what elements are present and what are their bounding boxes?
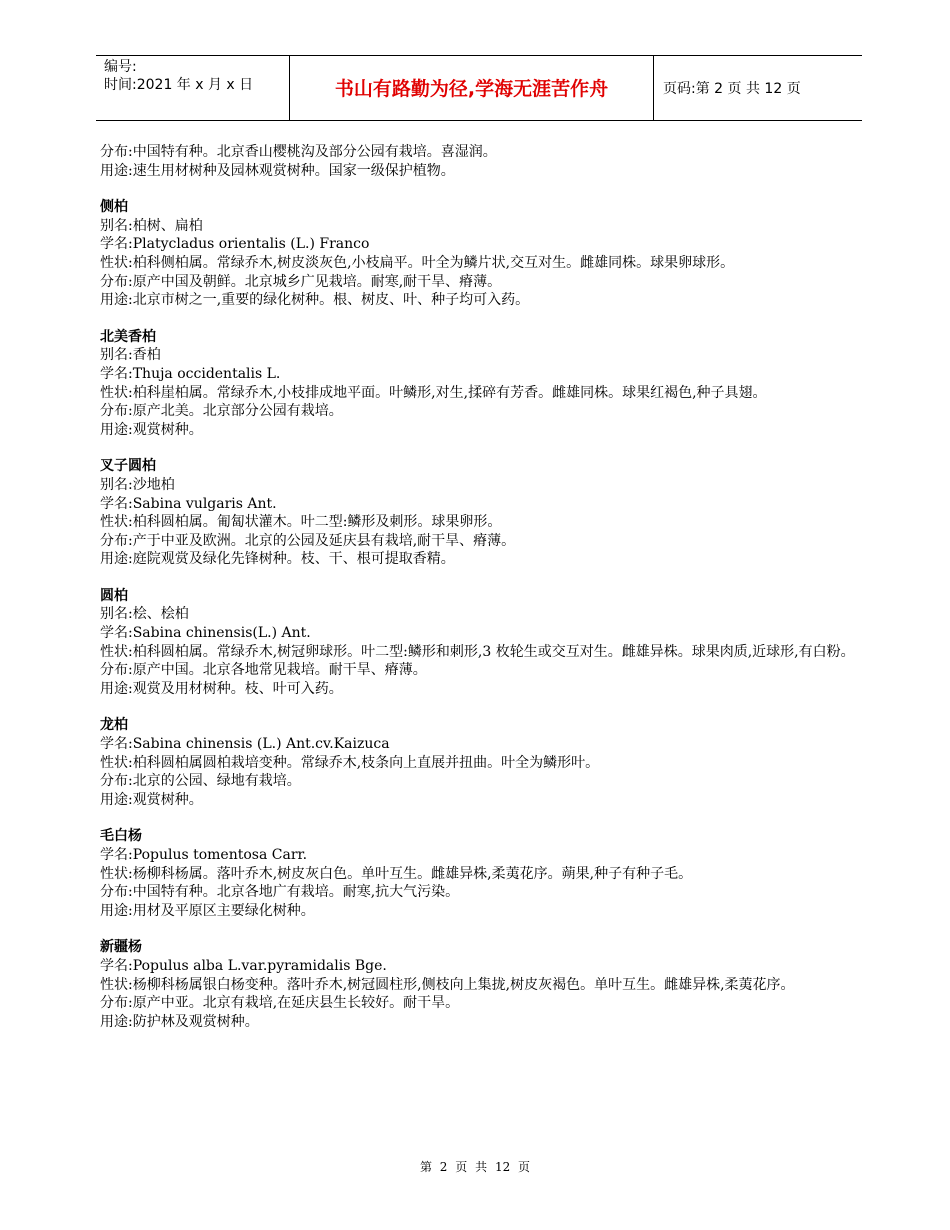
species-detail-line: 用途:防护林及观赏树种。 [100,1013,259,1030]
species-detail-line: 分布:产于中亚及欧洲。北京的公园及延庆县有栽培,耐干旱、瘠薄。 [100,532,516,549]
species-detail-line: 用途:北京市树之一,重要的绿化树种。根、树皮、叶、种子均可入药。 [100,292,530,309]
species-detail-line: 学名:Populus tomentosa Carr. [100,847,308,863]
species-title: 叉子圆柏 [100,458,156,475]
species-title: 毛白杨 [100,828,142,845]
footer-page-total: 12 [494,1160,511,1174]
species-detail-line: 性状:柏科圆柏属。匍匐状灌木。叶二型:鳞形及刺形。球果卵形。 [100,514,502,531]
species-detail-line: 学名:Platycladus orientalis (L.) Franco [100,236,370,253]
page-footer [0,1158,950,1175]
species-detail-line: 学名:Populus alba L.var.pyramidalis Bge. [100,957,387,974]
species-detail-line: 用途:观赏及用材树种。枝、叶可入药。 [100,680,343,697]
species-detail-line: 用途:庭院观赏及绿化先锋树种。枝、干、根可提取香精。 [100,551,455,568]
page-header [96,55,862,121]
intro-section [100,143,860,180]
species-title: 侧柏 [100,199,128,216]
species-detail-line: 分布:北京的公园、绿地有栽培。 [100,773,301,790]
species-detail-line: 学名:Sabina chinensis (L.) Ant.cv.Kaizuca [100,736,390,753]
species-detail-line: 分布:原产中亚。北京有栽培,在延庆县生长较好。耐干旱。 [100,995,460,1012]
species-detail-line: 别名:香柏 [100,347,161,364]
species-detail-line: 分布:原产中国。北京各地常见栽培。耐干旱、瘠薄。 [100,662,427,679]
document-body [100,143,860,1049]
species-title: 龙柏 [100,717,128,734]
time-label: 时间:2021 年 x 月 x 日 [104,77,254,93]
species-title: 新疆杨 [100,939,142,956]
footer-page-suffix: 页 [518,1160,531,1174]
footer-total-prefix: 共 [475,1160,488,1174]
species-section [100,457,860,569]
species-detail-line: 别名:柏树、扁柏 [100,217,203,234]
species-detail-line: 用途:用材及平原区主要绿化树种。 [100,902,315,919]
species-detail-line: 性状:柏科侧柏属。常绿乔木,树皮淡灰色,小枝扁平。叶全为鳞片状,交互对生。雌雄同株。球果卵球形。 [100,254,735,271]
species-title: 北美香柏 [100,328,156,345]
species-list [100,198,860,1031]
species-detail-line: 性状:杨柳科杨属银白杨变种。落叶乔木,树冠圆柱形,侧枝向上集拢,树皮灰褐色。单叶互生。雌雄异株,柔荑花序。 [100,976,795,993]
species-detail-line: 用途:观赏树种。 [100,421,203,438]
species-detail-line: 分布:原产北美。北京部分公园有栽培。 [100,403,343,420]
header-page-info: 页码:第 2 页 共 12 页 [663,81,801,97]
species-section [100,198,860,310]
species-detail-line: 用途:观赏树种。 [100,791,203,808]
species-title: 圆柏 [100,587,128,604]
intro-line: 分布:中国特有种。北京香山樱桃沟及部分公园有栽培。喜湿润。 [100,144,497,160]
species-section [100,716,860,809]
species-detail-line: 别名:沙地柏 [100,476,175,493]
species-detail-line: 性状:柏科崖柏属。常绿乔木,小枝排成地平面。叶鳞形,对生,揉碎有芳香。雌雄同株。球果红褐色,种子具翅。 [100,384,767,401]
species-section [100,938,860,1031]
species-section [100,827,860,920]
species-detail-line: 性状:柏科圆柏属。常绿乔木,树冠卵球形。叶二型:鳞形和刺形,3 枚轮生或交互对生。雌雄异株。球果肉质,近球形,有白粉。 [100,643,855,660]
header-meta [96,56,290,120]
species-section [100,328,860,440]
footer-page-mid: 页 [455,1160,468,1174]
species-detail-line: 别名:桧、桧柏 [100,606,189,623]
species-detail-line: 学名:Thuja occidentalis L. [100,365,281,382]
header-motto: 书山有路勤为径,学海无涯苦作舟 [290,56,654,120]
species-detail-line: 学名:Sabina chinensis(L.) Ant. [100,625,311,642]
species-section [100,587,860,699]
species-detail-line: 性状:柏科圆柏属圆柏栽培变种。常绿乔木,枝条向上直展并扭曲。叶全为鳞形叶。 [100,754,600,771]
species-detail-line: 分布:中国特有种。北京各地广有栽培。耐寒,抗大气污染。 [100,884,460,901]
species-detail-line: 性状:杨柳科杨属。落叶乔木,树皮灰白色。单叶互生。雌雄异株,柔荑花序。蒴果,种子有种子毛。 [100,865,693,882]
footer-page-prefix: 第 [419,1160,432,1174]
number-label: 编号: [104,59,137,75]
intro-line: 用途:速生用材树种及园林观赏树种。国家一级保护植物。 [100,162,455,179]
footer-page-current: 2 [439,1160,448,1174]
species-detail-line: 分布:原产中国及朝鲜。北京城乡广见栽培。耐寒,耐干旱、瘠薄。 [100,273,502,290]
species-detail-line: 学名:Sabina vulgaris Ant. [100,495,277,512]
